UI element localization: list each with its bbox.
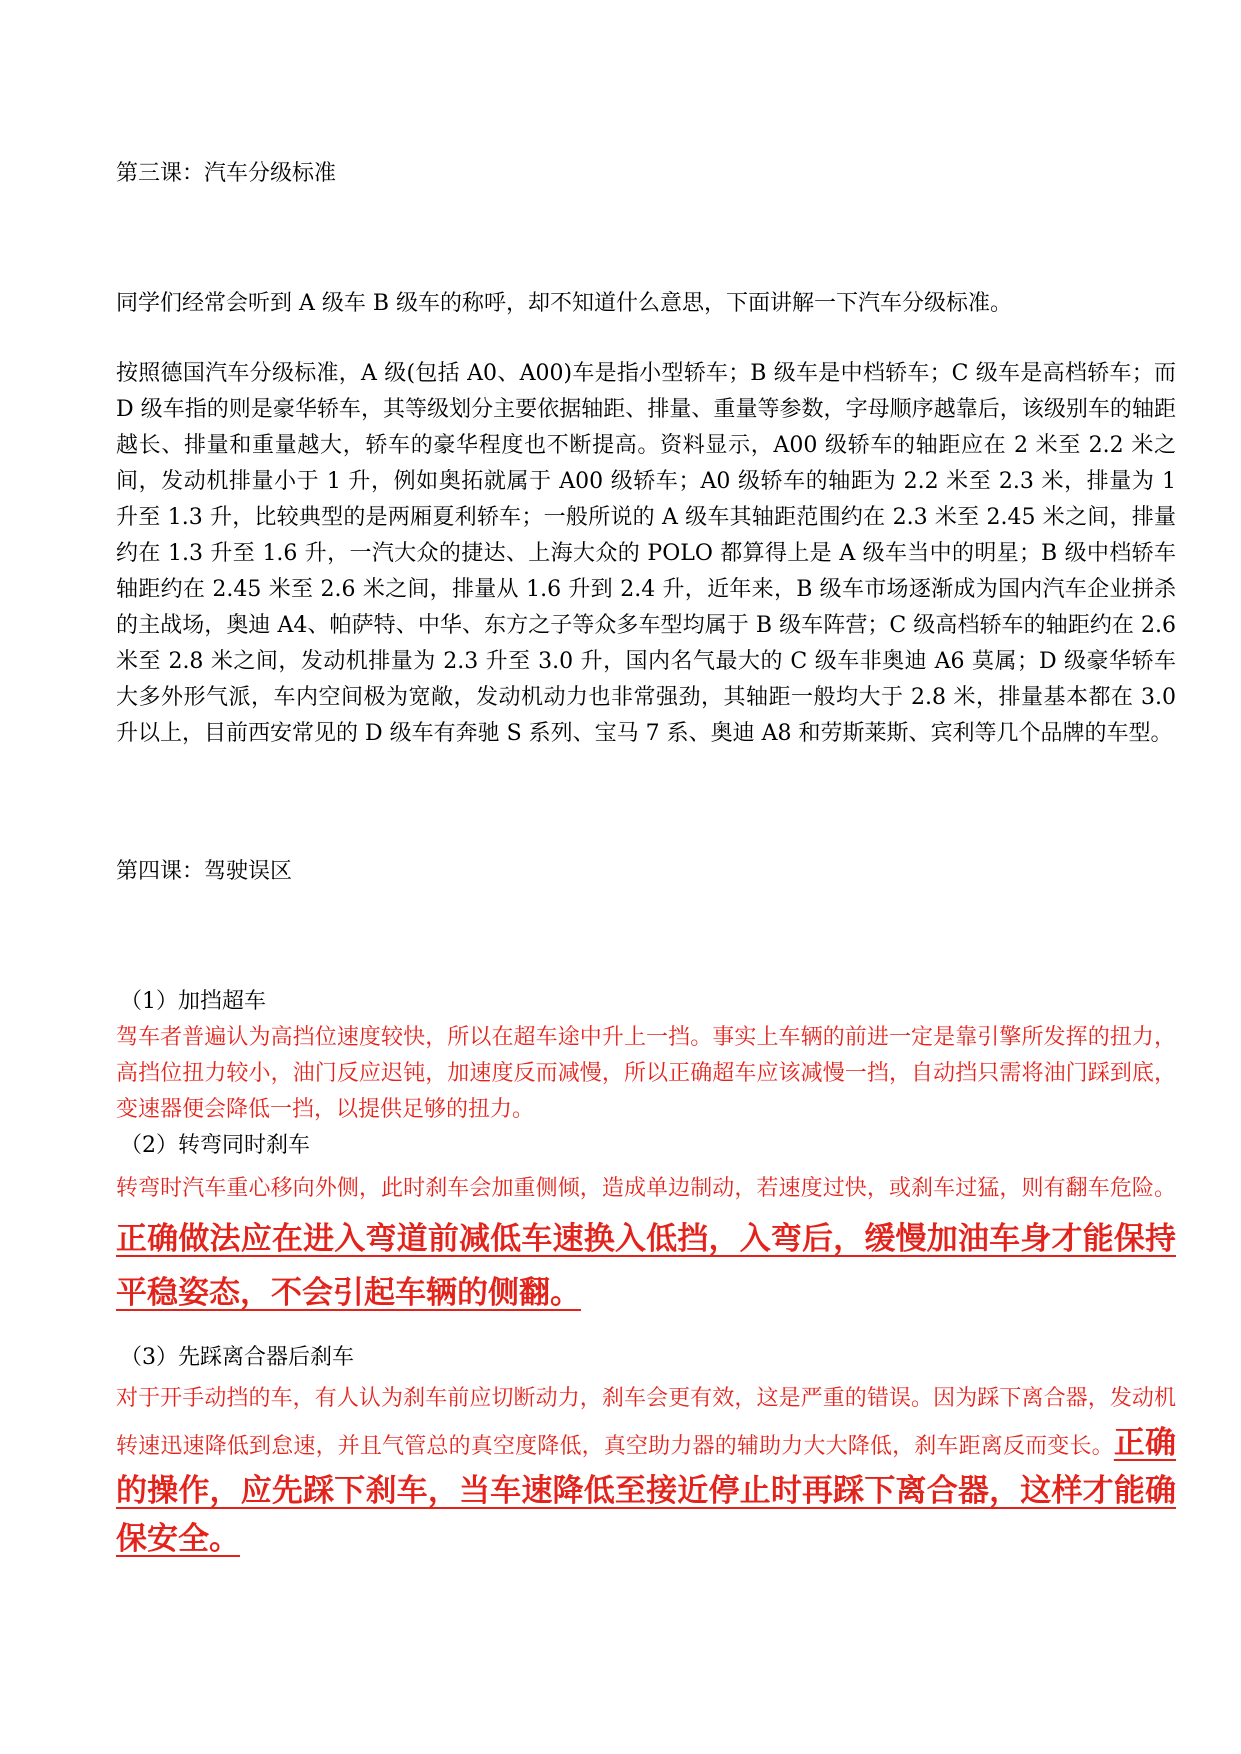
item2: [116, 1128, 1176, 1322]
item2-emphasis: 正确做法应在进入弯道前减低车速换入低挡，入弯后，缓慢加油车身才能保持平稳姿态，不会引起车辆的侧翻。: [116, 1221, 1176, 1311]
item3-emphasis: 正确的操作，应先踩下刹车，当车速降低至接近停止时再踩下离合器，这样才能确保安全。: [116, 1425, 1177, 1557]
item1: [116, 984, 1176, 1128]
lesson3-title: 第三课：汽车分级标准: [116, 161, 337, 186]
lesson4-title: 第四课：驾驶误区: [116, 859, 293, 884]
lesson3-intro: 同学们经常会听到 A 级车 B 级车的称呼，却不知道什么意思，下面讲解一下汽车分级标准。: [116, 291, 1013, 316]
item1-text: 驾车者普遍认为高挡位速度较快，所以在超车途中升上一挡。事实上车辆的前进一定是靠引擎所发挥的扭力，高挡位扭力较小，油门反应迟钝，加速度反而减慢，所以正确超车应该减慢一挡，自动挡只需将油门踩到底，变速器便会降低一挡，以提供足够的扭力。: [116, 1025, 1176, 1122]
item2-text: 转弯时汽车重心移向外侧，此时刹车会加重侧倾，造成单边制动，若速度过快，或刹车过猛，则有翻车危险。: [116, 1176, 1176, 1201]
item3-text: 对于开手动挡的车，有人认为刹车前应切断动力，刹车会更有效，这是严重的错误。因为踩下离合器，发动机转速迅速降低到怠速，并且气管总的真空度降低，真空助力器的辅助力大大降低，刹车距离反而变长。: [116, 1386, 1176, 1459]
item3-heading: （3）先踩离合器后刹车: [120, 1345, 354, 1370]
item2-paragraph: [116, 1164, 1176, 1322]
item2-heading: （2）转弯同时刹车: [120, 1133, 310, 1158]
item1-heading: （1）加挡超车: [120, 989, 266, 1014]
lesson3-body: 按照德国汽车分级标准，A 级(包括 A0、A00)车是指小型轿车；B 级车是中档轿车；C 级车是高档轿车；而 D 级车指的则是豪华轿车，其等级划分主要依据轴距、排量、重量等参数，字母顺序越靠后，该级别车的轴距越长、排量和重量越大，轿车的豪华程度也不断提高。资料显示，A00 级轿车的轴距应在 2 米至 2.2 米之间，发动机排量小于 1 升，例如奥拓就属于 A00 级轿车；A0 级轿车的轴距为 2.2 米至 2.3 米，排量为 1 升至 1.3 升，比较典型的是两厢夏利轿车；一般所说的 A 级车其轴距范围约在 2.3 米至 2.45 米之间，排量约在 1.3 升至 1.6 升，一汽大众的捷达、上海大众的 POLO 都算得上是 A 级车当中的明星；B 级中档轿车轴距约在 2.45 米至 2.6 米之间，排量从 1.6 升到 2.4 升，近年来，B 级车市场逐渐成为国内汽车企业拼杀的主战场，奥迪 A4、帕萨特、中华、东方之子等众多车型均属于 B 级车阵营；C 级高档轿车的轴距约在 2.6 米至 2.8 米之间，发动机排量为 2.3 升至 3.0 升，国内名气最大的 C 级车非奥迪 A6 莫属；D 级豪华轿车大多外形气派，车内空间极为宽敞，发动机动力也非常强劲，其轴距一般均大于 2.8 米，排量基本都在 3.0 升以上，目前西安常见的 D 级车有奔驰 S 系列、宝马 7 系、奥迪 A8 和劳斯莱斯、宾利等几个品牌的车型。: [116, 361, 1176, 746]
item3: [116, 1340, 1176, 1565]
item3-paragraph: [116, 1376, 1176, 1565]
